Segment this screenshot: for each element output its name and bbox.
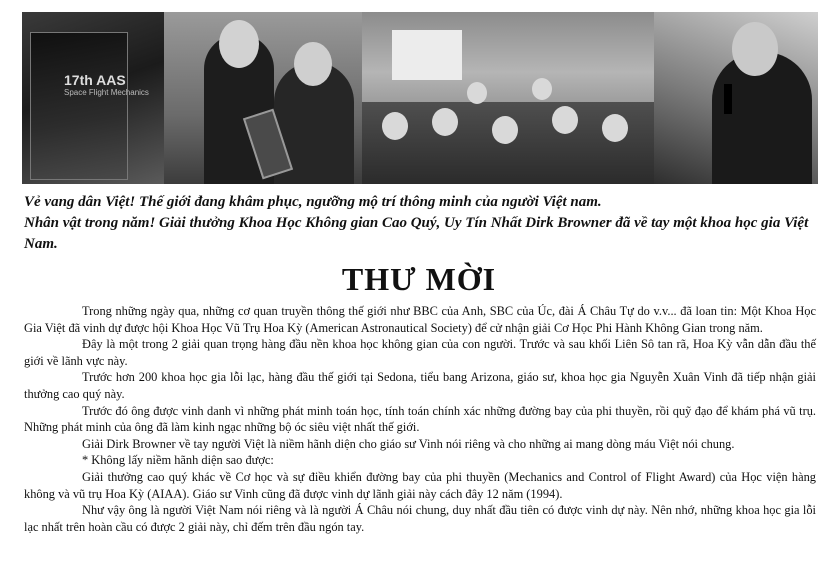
audience-head [552,106,578,134]
caption-line-2: Nhân vật trong năm! Giải thưởng Khoa Học Không gian Cao Quý, Uy Tín Nhất Dirk Browner đã về tay một khoa học gia Việt Nam. [24,215,809,252]
paragraph: Giải thưởng cao quý khác về Cơ học và sự điều khiển đường bay của phi thuyền (Mechanics and Control of Flight Award) của Học viện hàng không và vũ trụ Hoa Kỳ (AIAA). Giáo sư Vinh cũng đã được vinh dự lãnh giải này cách đây 12 năm (1994). [24,469,816,501]
poster-subtitle: Space Flight Mechanics [64,88,149,97]
audience-head [532,78,552,100]
page-title: THƯ MỜI [341,261,497,297]
paragraph: Như vậy ông là người Việt Nam nói riêng và là người Á Châu nói chung, duy nhất đầu tiên có được vinh dự này. Nên nhớ, những khoa học gia lỗi lạc nhất trên hoàn cầu có được 2 giải này, chỉ đếm trên đầu ngón tay. [24,503,816,534]
audience-head [492,116,518,144]
audience-head [382,112,408,140]
photo-conference-poster [22,12,164,184]
paragraph: Trước hơn 200 khoa học gia lỗi lạc, hàng đầu thế giới tại Sedona, tiểu bang Arizona, giáo sư, khoa học gia Nguyễn Xuân Vinh đã tiếp nhận giải thưởng cao quý này. [24,370,816,401]
conference-poster [30,32,128,180]
person-speaker-head [732,22,778,76]
projection-screen [392,30,462,80]
audience-head [602,114,628,142]
letter-body [24,303,816,535]
paragraph: Giải Dirk Browner về tay người Việt là niềm hãnh diện cho giáo sư Vinh nói riêng và cho những ai mang dòng máu Việt nói chung. [82,436,735,451]
poster-title: 17th AAS [64,72,126,88]
photo-speaker [654,12,818,184]
paragraph: Trong những ngày qua, những cơ quan truyền thông thế giới như BBC của Anh, SBC của Úc, đài Á Châu Tự do v.v... đã loan tin: Một Khoa Học Gia Việt đã vinh dự được hội Khoa Học Vũ Trụ Hoa Kỳ (American Astronautical Society) để cử nhận giải Cơ Học Phi Hành Không Gian trong năm. [24,304,816,335]
caption-line-1: Vẻ vang dân Việt! Thế giới đang khâm phục, ngưỡng mộ trí thông minh của người Việt nam. [24,194,602,210]
paragraph: Trước đó ông được vinh danh vì những phát minh toán học, tính toán chính xác những đường bay của phi thuyền, rồi quỹ đạo để khám phá vũ trụ. Những phát minh của ông đã làm kinh ngạc những bộ óc siêu việt nhất thế giới. [24,403,816,435]
paragraph: * Không lấy niềm hãnh diện sao được: [82,453,274,468]
photo-award-presentation [164,12,362,184]
microphone-icon [724,84,732,114]
audience-head [432,108,458,136]
audience-head [467,82,487,104]
photo-strip [22,12,818,184]
paragraph: Đây là một trong 2 giải quan trọng hàng đầu nền khoa học không gian của con người. Trước và sau khối Liên Sô tan rã, Hoa Kỳ vẫn dẫn đầu thế giới về lãnh vực này. [24,337,816,368]
person-awardee-head [294,42,332,86]
person-presenter-head [219,20,259,68]
photo-audience [362,12,654,184]
photo-caption [24,192,824,255]
